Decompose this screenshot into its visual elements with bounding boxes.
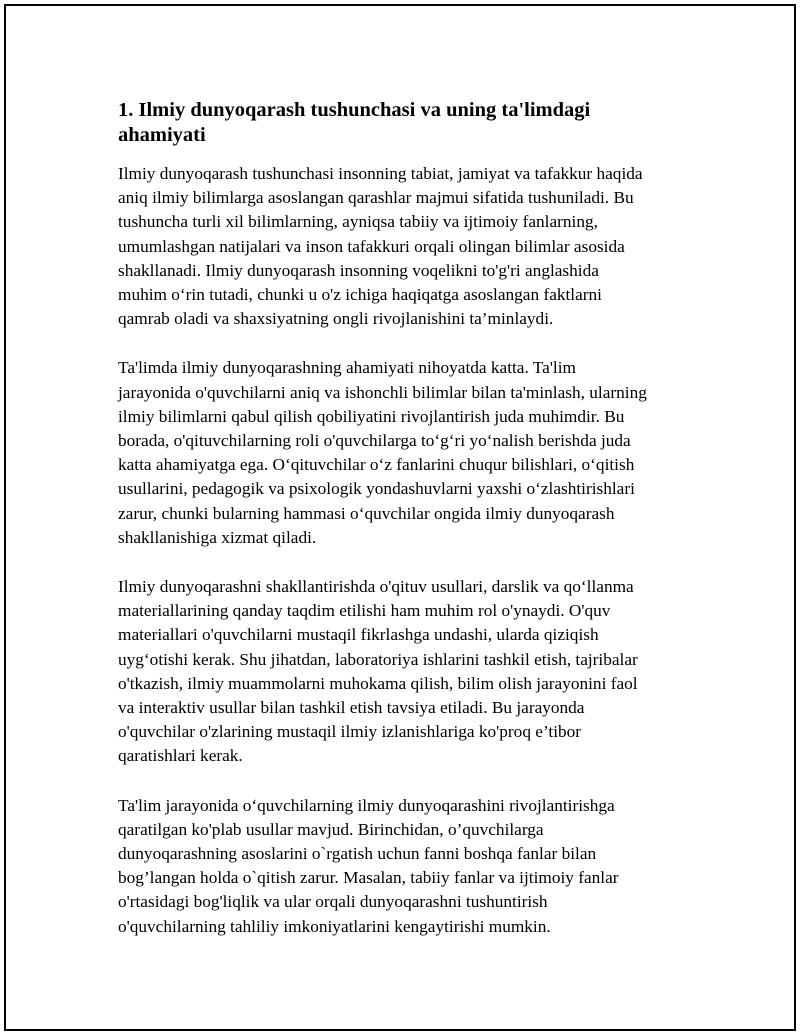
text-line: o'quvchilarning tahliliy imkoniyatlarini kengaytirishi mumkin. [118, 916, 551, 936]
document-body [118, 98, 698, 964]
text-line: dunyoqarashning asoslarini o`rgatish uchun fanni boshqa fanlar bilan [118, 844, 597, 864]
text-line: tushuncha turli xil bilimlarning, ayniqsa tabiiy va ijtimoiy fanlarning, [118, 212, 598, 232]
text-line: uyg‘otishi kerak. Shu jihatdan, laboratoriya ishlarini tashkil etish, tajribalar [118, 649, 638, 669]
text-line: ilmiy bilimlarni qabul qilish qobiliyatini rivojlantirish juda muhimdir. Bu [118, 406, 625, 426]
paragraph-1 [118, 162, 698, 331]
text-line: usullarini, pedagogik va psixologik yondashuvlarni yaxshi o‘zlashtirishlari [118, 479, 635, 499]
text-line: katta ahamiyatga ega. O‘qituvchilar o‘z fanlarini chuqur bilishlari, o‘qitish [118, 455, 635, 475]
text-line: o'quvchilar o'zlarining mustaqil ilmiy izlanishlariga ko'proq e’tibor [118, 722, 582, 742]
text-line: qamrab oladi va shaxsiyatning ongli rivojlanishini ta’minlaydi. [118, 309, 554, 329]
text-line: qaratilgan ko'plab usullar mavjud. Birinchidan, o’quvchilarga [118, 819, 544, 839]
text-line: jarayonida o'quvchilarni aniq va ishonchli bilimlar bilan ta'minlash, ularning [118, 382, 647, 402]
text-line: Ilmiy dunyoqarashni shakllantirishda o'qituv usullari, darslik va qo‘llanma [118, 577, 634, 597]
text-line: bog’langan holda o`qitish zarur. Masalan, tabiiy fanlar va ijtimoiy fanlar [118, 868, 619, 888]
heading-line: 1. Ilmiy dunyoqarash tushunchasi va uning ta'limdagi [118, 99, 591, 121]
text-line: qaratishlari kerak. [118, 746, 243, 766]
text-line: Ta'limda ilmiy dunyoqarashning ahamiyati nihoyatda katta. Ta'lim [118, 358, 576, 378]
page-frame [4, 4, 796, 1031]
heading-line: ahamiyati [118, 124, 206, 146]
paragraph-2 [118, 356, 698, 550]
text-line: umumlashgan natijalari va inson tafakkuri orqali olingan bilimlar asosida [118, 236, 625, 256]
text-line: shakllanadi. Ilmiy dunyoqarash insonning voqelikni to'g'ri anglashida [118, 260, 599, 280]
text-line: materiallarining qanday taqdim etilishi ham muhim rol o'ynaydi. O'quv [118, 601, 611, 621]
text-line: materiallari o'quvchilarni mustaqil fikrlashga undashi, ularda qiziqish [118, 625, 599, 645]
text-line: Ilmiy dunyoqarash tushunchasi insonning tabiat, jamiyat va tafakkur haqida [118, 164, 643, 183]
paragraph-4 [118, 794, 698, 939]
paragraph-3 [118, 575, 698, 769]
text-line: muhim o‘rin tutadi, chunki u o'z ichiga haqiqatga asoslangan faktlarni [118, 285, 602, 305]
text-line: zarur, chunki bularning hammasi o‘quvchilar ongida ilmiy dunyoqarash [118, 503, 615, 523]
text-line: va interaktiv usullar bilan tashkil etish tavsiya etiladi. Bu jarayonda [118, 698, 585, 718]
section-heading [118, 98, 698, 148]
text-line: o'tkazish, ilmiy muammolarni muhokama qilish, bilim olish jarayonini faol [118, 673, 638, 693]
text-line: Ta'lim jarayonida o‘quvchilarning ilmiy dunyoqarashini rivojlantirishga [118, 795, 615, 815]
text-line: shakllanishiga xizmat qiladi. [118, 527, 317, 547]
text-line: aniq ilmiy bilimlarga asoslangan qarashlar majmui sifatida tushuniladi. Bu [118, 188, 634, 208]
text-line: o'rtasidagi bog'liqlik va ular orqali dunyoqarashni tushuntirish [118, 892, 548, 912]
text-line: borada, o'qituvchilarning roli o'quvchilarga to‘g‘ri yo‘nalish berishda juda [118, 431, 631, 451]
